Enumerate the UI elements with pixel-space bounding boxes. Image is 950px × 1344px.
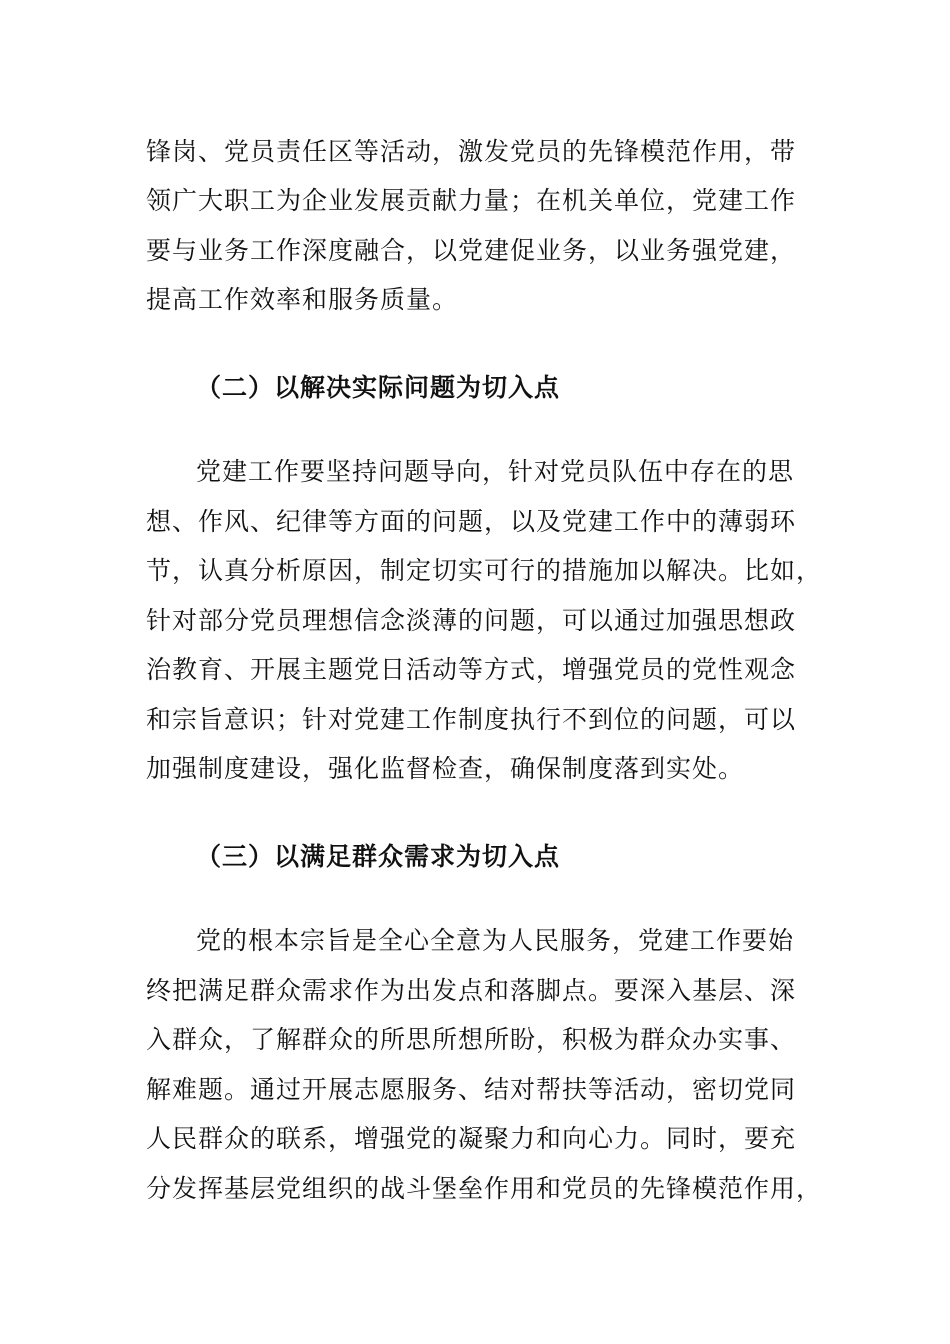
paragraph-line: 加强制度建设，强化监督检查，确保制度落到实处。 [146, 754, 745, 783]
paragraph-line: 提高工作效率和服务质量。 [146, 285, 459, 314]
paragraph-line: 针对部分党员理想信念淡薄的问题，可以通过加强思想政 [146, 606, 797, 635]
paragraph-line: 锋岗、党员责任区等活动，激发党员的先锋模范作用，带 [146, 137, 797, 166]
paragraph-line: 要与业务工作深度融合，以党建促业务，以业务强党建， [146, 236, 797, 265]
section-heading-3: （三）以满足群众需求为切入点 [196, 842, 561, 871]
paragraph-line: 治教育、开展主题党日活动等方式，增强党员的党性观念 [146, 655, 797, 684]
paragraph-line: 领广大职工为企业发展贡献力量；在机关单位，党建工作 [146, 186, 797, 215]
paragraph-line: 和宗旨意识；针对党建工作制度执行不到位的问题，可以 [146, 705, 797, 734]
paragraph-line: 入群众，了解群众的所思所想所盼，积极为群众办实事、 [146, 1025, 797, 1054]
paragraph-line: 解难题。通过开展志愿服务、结对帮扶等活动，密切党同 [146, 1075, 797, 1104]
section-heading-2: （二）以解决实际问题为切入点 [196, 373, 561, 402]
paragraph-line: 分发挥基层党组织的战斗堡垒作用和党员的先锋模范作用， [146, 1174, 823, 1203]
paragraph-line: 人民群众的联系，增强党的凝聚力和向心力。同时，要充 [146, 1124, 797, 1153]
paragraph-line: 节，认真分析原因，制定切实可行的措施加以解决。比如， [146, 556, 823, 585]
paragraph-line: 终把满足群众需求作为出发点和落脚点。要深入基层、深 [146, 976, 797, 1005]
paragraph-line: 党建工作要坚持问题导向，针对党员队伍中存在的思 [196, 457, 795, 486]
paragraph-line: 党的根本宗旨是全心全意为人民服务，党建工作要始 [196, 926, 795, 955]
paragraph-line: 想、作风、纪律等方面的问题，以及党建工作中的薄弱环 [146, 507, 797, 536]
